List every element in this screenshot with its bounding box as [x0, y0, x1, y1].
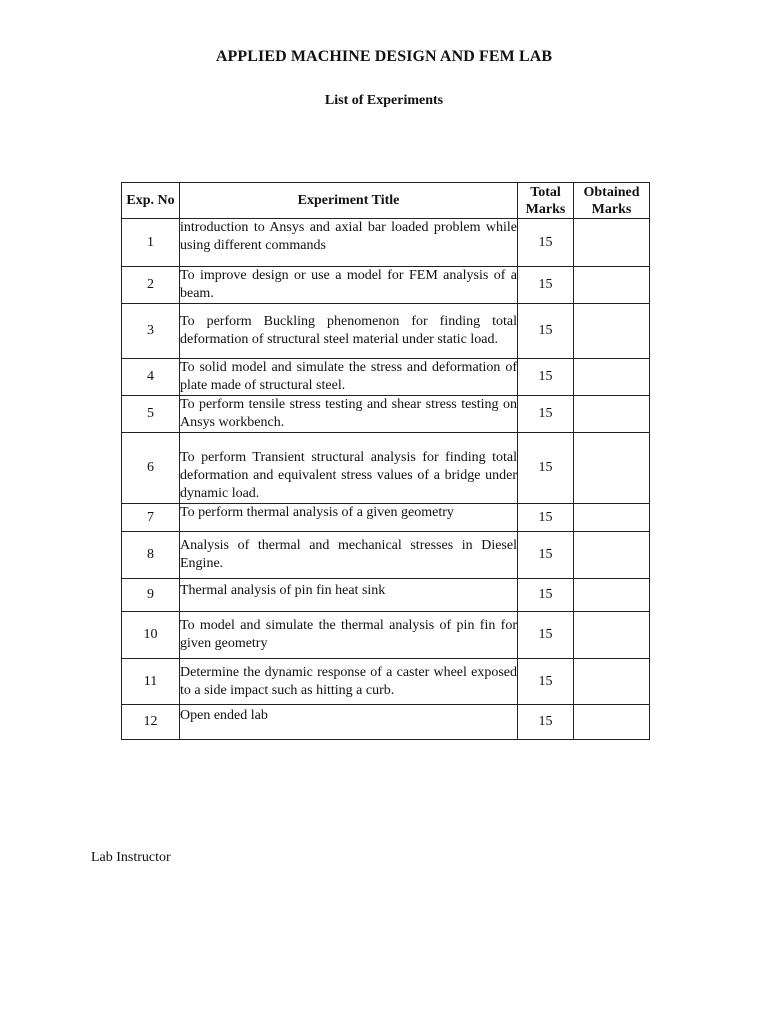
- obtained-marks-cell: [574, 359, 650, 396]
- total-marks-cell: 15: [518, 532, 574, 579]
- total-marks-cell: 15: [518, 396, 574, 433]
- total-marks-cell: 15: [518, 612, 574, 659]
- exp-no-cell: 11: [122, 659, 180, 705]
- table-row: [122, 219, 650, 267]
- obtained-marks-cell: [574, 304, 650, 359]
- exp-no-cell: 5: [122, 396, 180, 433]
- exp-no-cell: 10: [122, 612, 180, 659]
- experiment-title-cell: To perform thermal analysis of a given geometry: [180, 504, 518, 532]
- total-marks-cell: 15: [518, 267, 574, 304]
- document-title: APPLIED MACHINE DESIGN AND FEM LAB: [215, 48, 553, 65]
- experiment-title-cell: To improve design or use a model for FEM analysis of a beam.: [180, 267, 518, 304]
- experiment-title-cell: Analysis of thermal and mechanical stresses in Diesel Engine.: [180, 532, 518, 579]
- exp-no-cell: 12: [122, 705, 180, 740]
- table-row: [122, 659, 650, 705]
- experiment-title-cell: To solid model and simulate the stress and deformation of plate made of structural steel.: [180, 359, 518, 396]
- table-row: [122, 504, 650, 532]
- table-row: [122, 612, 650, 659]
- total-marks-cell: 15: [518, 659, 574, 705]
- table-row: [122, 532, 650, 579]
- experiment-title-cell: Determine the dynamic response of a caster wheel exposed to a side impact such as hitting a curb.: [180, 659, 518, 705]
- lab-instructor-label: Lab Instructor: [91, 850, 171, 865]
- document-subtitle: List of Experiments: [324, 93, 444, 108]
- exp-no-cell: 2: [122, 267, 180, 304]
- header-experiment-title: Experiment Title: [180, 183, 518, 219]
- obtained-marks-cell: [574, 659, 650, 705]
- table-row: [122, 433, 650, 504]
- experiment-title-cell: To perform Transient structural analysis for finding total deformation and equivalent stress values of a bridge under dynamic load.: [180, 433, 518, 504]
- header-total-marks: Total Marks: [518, 183, 574, 219]
- table-row: [122, 396, 650, 433]
- table-row: [122, 705, 650, 740]
- header-obtained-marks: Obtained Marks: [574, 183, 650, 219]
- header-exp-no: Exp. No: [122, 183, 180, 219]
- exp-no-cell: 8: [122, 532, 180, 579]
- total-marks-cell: 15: [518, 433, 574, 504]
- experiments-table: [121, 182, 650, 740]
- obtained-marks-cell: [574, 433, 650, 504]
- table-header-row: [122, 183, 650, 219]
- obtained-marks-cell: [574, 532, 650, 579]
- exp-no-cell: 3: [122, 304, 180, 359]
- total-marks-cell: 15: [518, 219, 574, 267]
- experiment-title-cell: Open ended lab: [180, 705, 518, 740]
- total-marks-cell: 15: [518, 579, 574, 612]
- exp-no-cell: 6: [122, 433, 180, 504]
- obtained-marks-cell: [574, 612, 650, 659]
- obtained-marks-cell: [574, 219, 650, 267]
- exp-no-cell: 9: [122, 579, 180, 612]
- experiment-title-cell: To model and simulate the thermal analysis of pin fin for given geometry: [180, 612, 518, 659]
- obtained-marks-cell: [574, 396, 650, 433]
- total-marks-cell: 15: [518, 304, 574, 359]
- obtained-marks-cell: [574, 705, 650, 740]
- exp-no-cell: 4: [122, 359, 180, 396]
- experiment-title-cell: To perform tensile stress testing and shear stress testing on Ansys workbench.: [180, 396, 518, 433]
- obtained-marks-cell: [574, 579, 650, 612]
- table-row: [122, 267, 650, 304]
- experiment-title-cell: Thermal analysis of pin fin heat sink: [180, 579, 518, 612]
- experiment-title-cell: To perform Buckling phenomenon for finding total deformation of structural steel material under static load.: [180, 304, 518, 359]
- table-row: [122, 304, 650, 359]
- experiment-title-cell: introduction to Ansys and axial bar loaded problem while using different commands: [180, 219, 518, 267]
- exp-no-cell: 1: [122, 219, 180, 267]
- total-marks-cell: 15: [518, 705, 574, 740]
- obtained-marks-cell: [574, 267, 650, 304]
- table-row: [122, 579, 650, 612]
- total-marks-cell: 15: [518, 359, 574, 396]
- exp-no-cell: 7: [122, 504, 180, 532]
- table-row: [122, 359, 650, 396]
- total-marks-cell: 15: [518, 504, 574, 532]
- obtained-marks-cell: [574, 504, 650, 532]
